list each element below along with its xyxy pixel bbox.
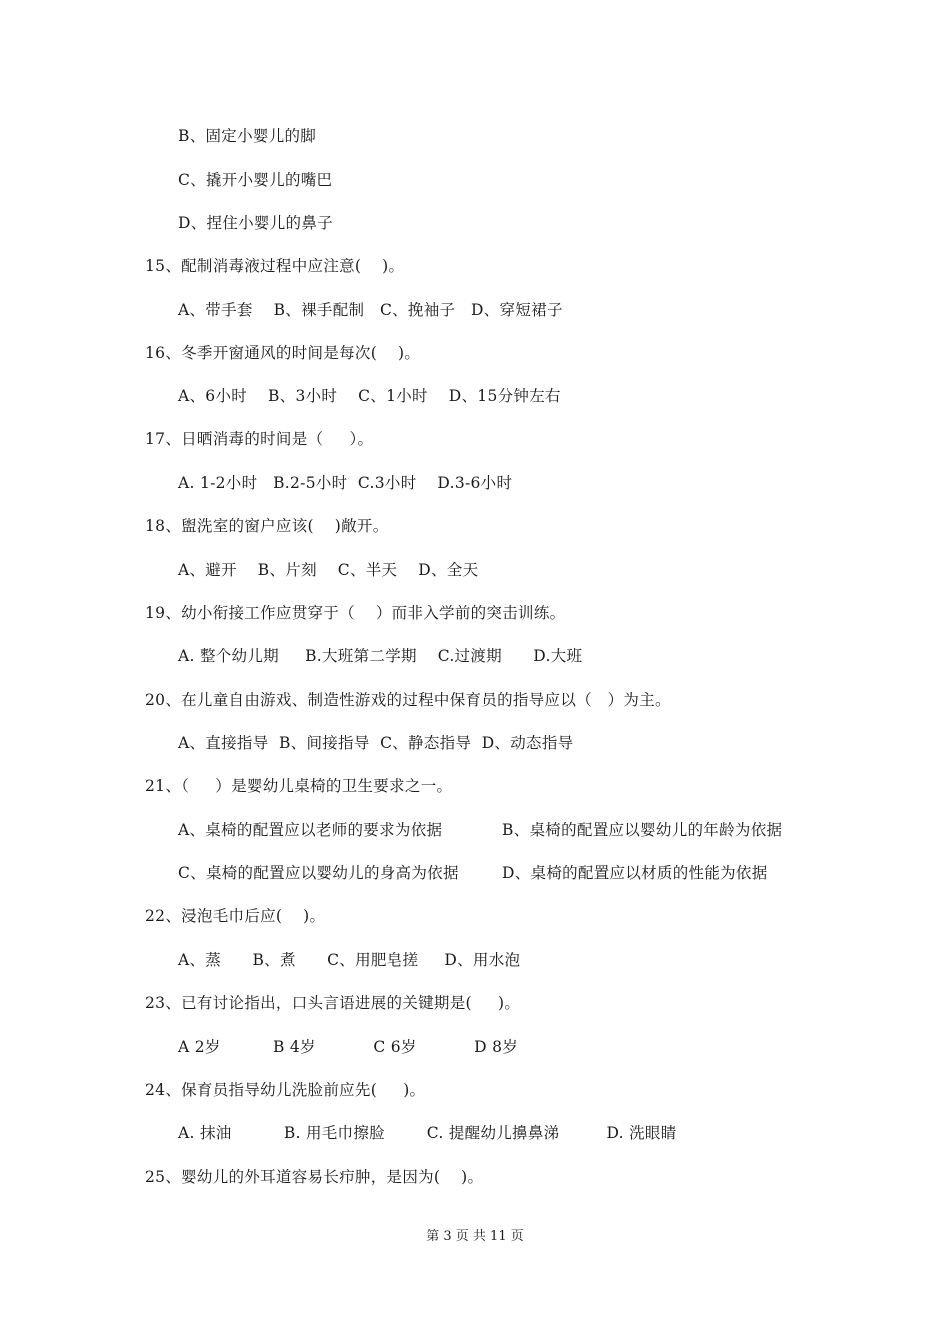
- question-text: 19、幼小衔接工作应贯穿于（ ）而非入学前的突击训练。: [145, 604, 566, 622]
- option-line: A、带手套 B、裸手配制 C、挽袖子 D、穿短裙子: [178, 301, 563, 319]
- question-text: 21、（ ）是婴幼儿桌椅的卫生要求之一。: [145, 777, 453, 795]
- option-line: D、捏住小婴儿的鼻子: [178, 214, 333, 232]
- option-line: B、固定小婴儿的脚: [178, 127, 317, 145]
- question-text: 24、保育员指导幼儿洗脸前应先( )。: [145, 1081, 426, 1099]
- option-line: C、撬开小婴儿的嘴巴: [178, 171, 333, 189]
- option-line: A、避开 B、片刻 C、半天 D、全天: [178, 561, 479, 579]
- question-text: 17、日晒消毒的时间是（ ）。: [145, 430, 374, 448]
- question-text: 22、浸泡毛巾后应( )。: [145, 907, 326, 925]
- option-line: A、蒸 B、煮 C、用肥皂搓 D、用水泡: [178, 951, 521, 969]
- question-text: 15、配制消毒液过程中应注意( )。: [145, 257, 405, 275]
- question-text: 25、婴幼儿的外耳道容易长疖肿，是因为( )。: [145, 1168, 484, 1186]
- option-line: A 2岁 B 4岁 C 6岁 D 8岁: [178, 1038, 519, 1056]
- option-a: A、桌椅的配置应以老师的要求为依据: [178, 821, 443, 839]
- question-text: 20、在儿童自由游戏、制造性游戏的过程中保育员的指导应以（ ）为主。: [145, 691, 671, 709]
- option-line: A、6小时 B、3小时 C、1小时 D、15分钟左右: [178, 387, 561, 405]
- option-b: B、桌椅的配置应以婴幼儿的年龄为依据: [502, 821, 783, 839]
- option-line: A. 1-2小时 B.2-5小时 C.3小时 D.3-6小时: [178, 474, 513, 492]
- question-text: 16、冬季开窗通风的时间是每次( )。: [145, 344, 421, 362]
- option-c: C、桌椅的配置应以婴幼儿的身高为依据: [178, 864, 459, 882]
- option-line: A. 整个幼儿期 B.大班第二学期 C.过渡期 D.大班: [178, 647, 583, 665]
- option-line: A、直接指导 B、间接指导 C、静态指导 D、动态指导: [178, 734, 574, 752]
- question-text: 18、盥洗室的窗户应该( )敞开。: [145, 517, 389, 535]
- question-text: 23、已有讨论指出，口头言语进展的关键期是( )。: [145, 994, 521, 1012]
- option-line: A. 抹油 B. 用毛巾擦脸 C. 提醒幼儿擤鼻涕 D. 洗眼睛: [178, 1124, 677, 1142]
- option-d: D、桌椅的配置应以材质的性能为依据: [502, 864, 768, 882]
- page-number-footer: 第 3 页 共 11 页: [426, 1229, 524, 1244]
